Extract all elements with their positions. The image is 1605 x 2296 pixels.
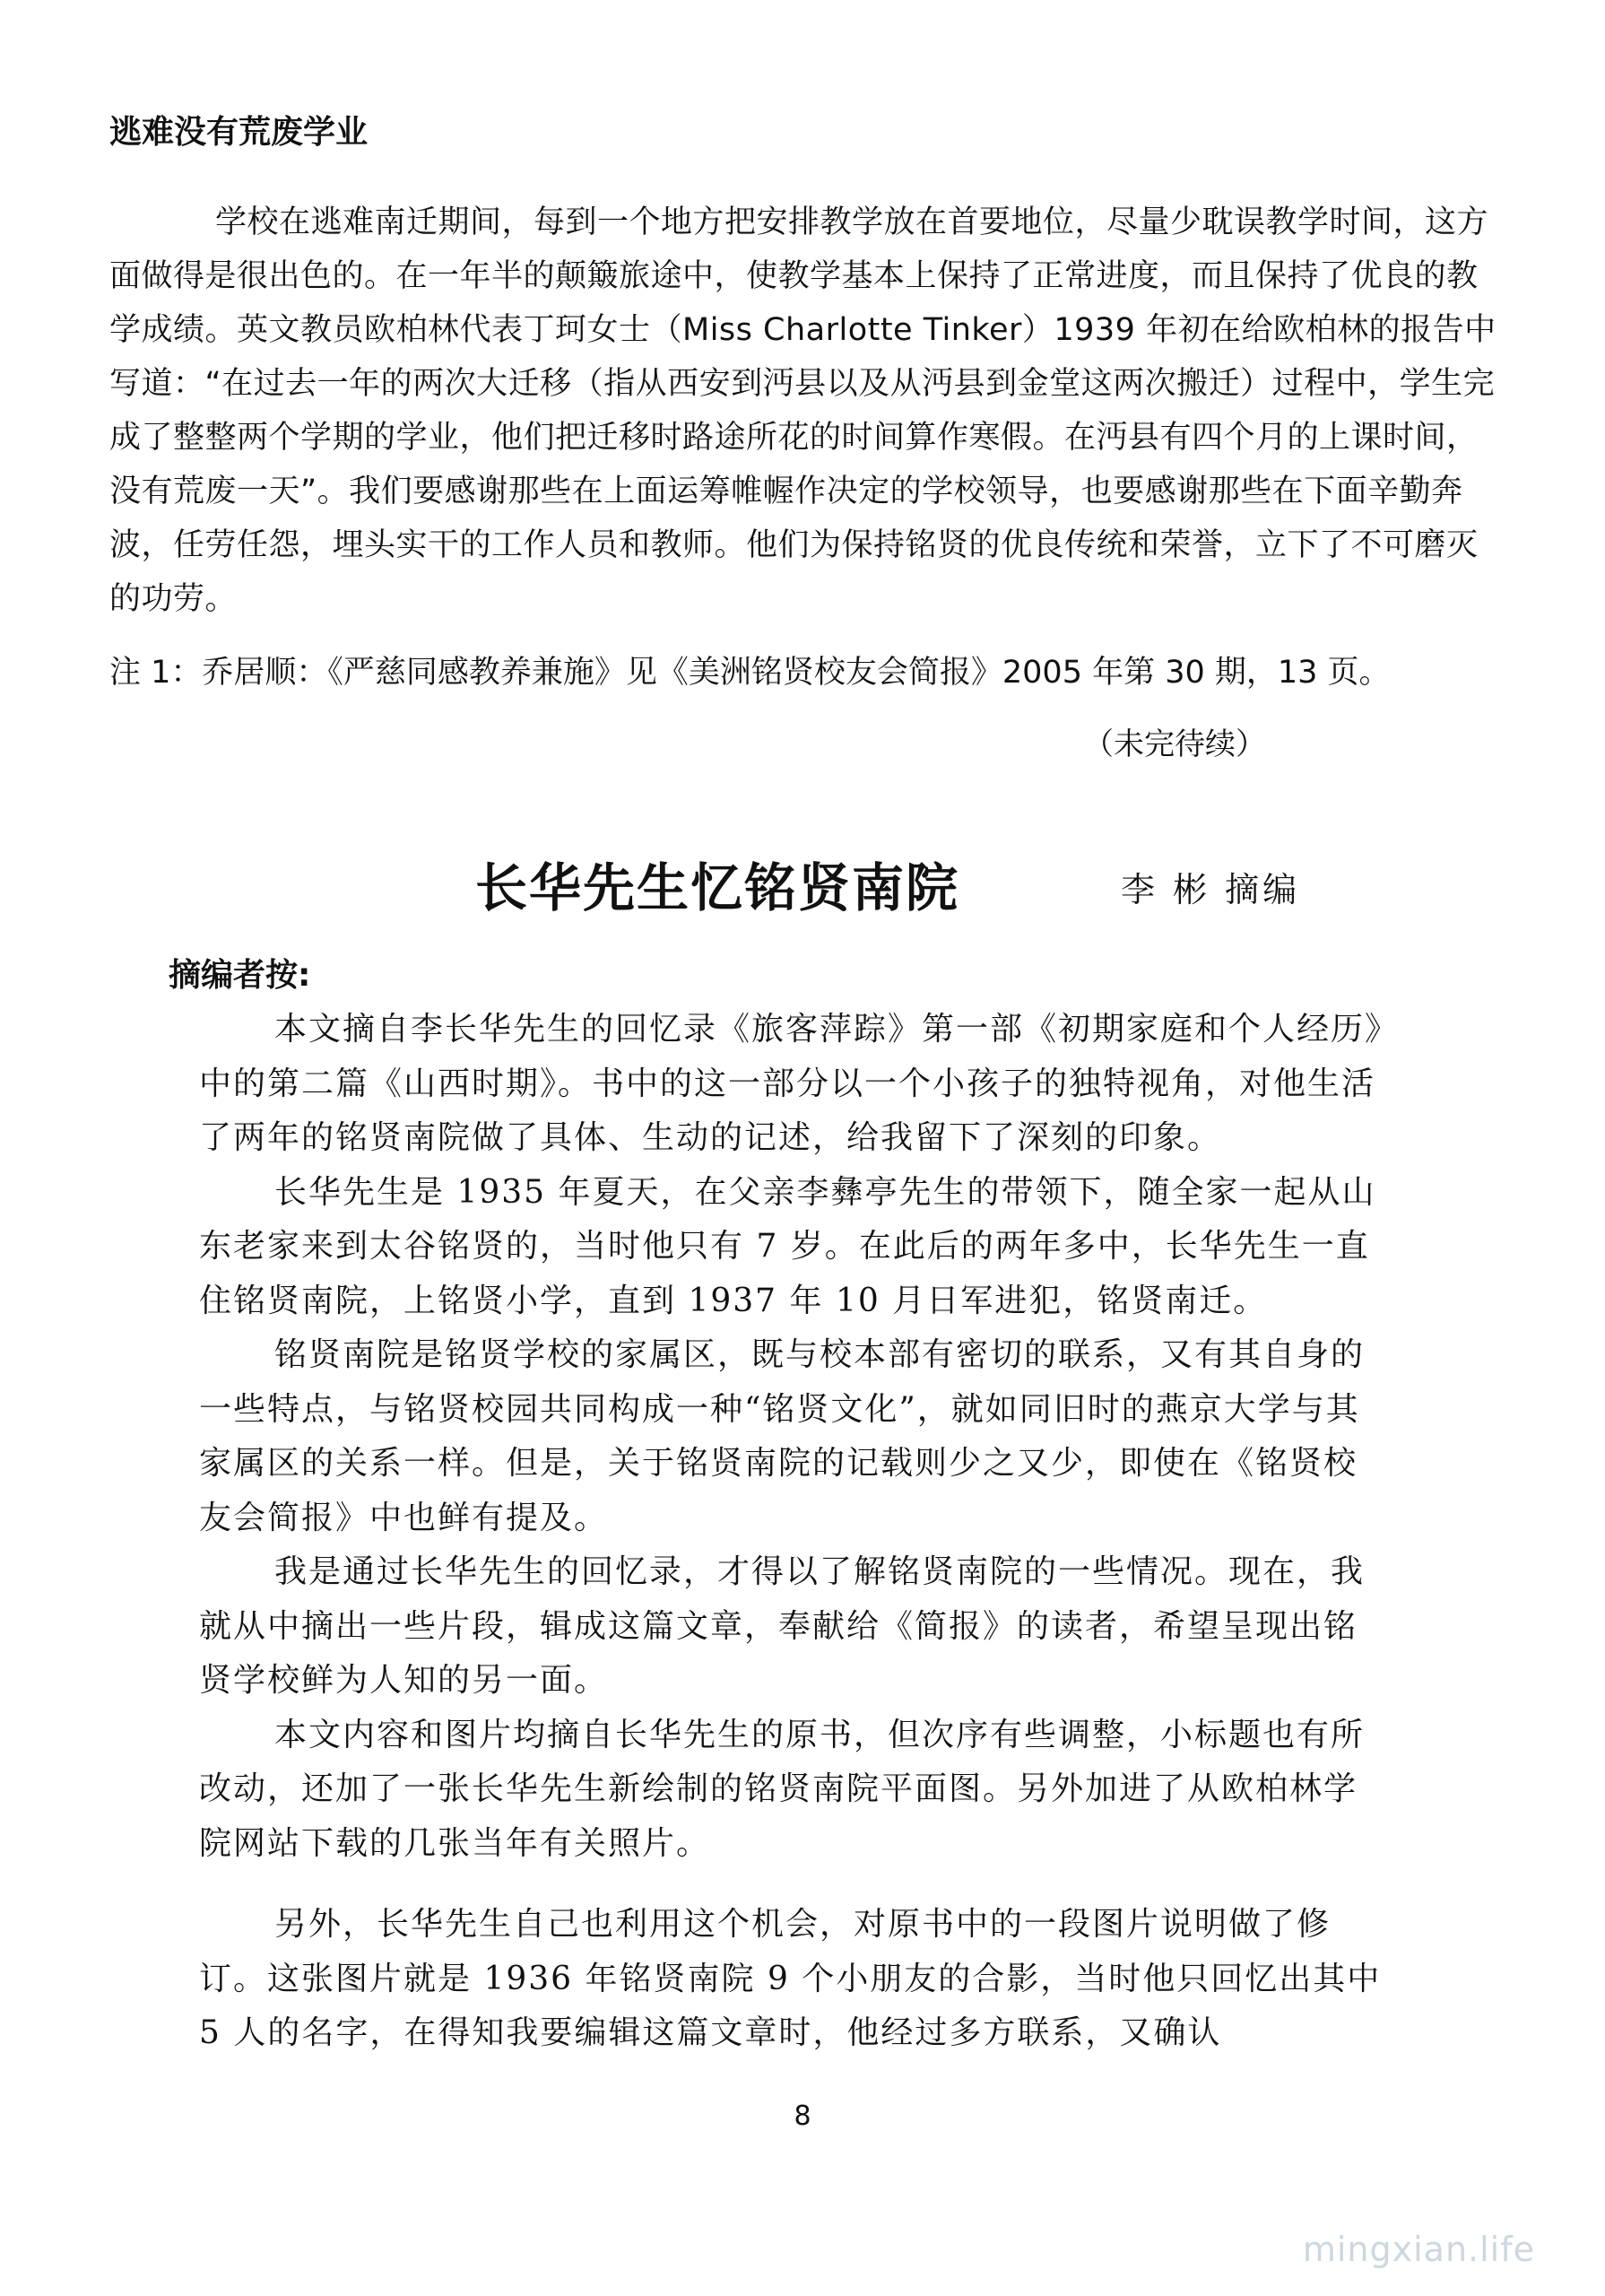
article-paragraph: 我是通过长华先生的回忆录，才得以了解铭贤南院的一些情况。现在，我就从中摘出一些片段，辑成这篇文章，奉献给《简报》的读者，希望呈现出铭贤学校鲜为人知的另一面。	[199, 1553, 1366, 1699]
editor-note-label: 摘编者按:	[169, 957, 311, 994]
article-paragraph: 本文内容和图片均摘自长华先生的原书，但次序有些调整，小标题也有所改动，还加了一张长华先生新绘制的铭贤南院平面图。另外加进了从欧柏林学院网站下载的几张当年有关照片。	[199, 1716, 1366, 1862]
site-watermark: mingxian.life	[1302, 2230, 1535, 2269]
article-paragraph: 另外，长华先生自己也利用这个机会，对原书中的一段图片说明做了修订。这张图片就是 1936 年铭贤南院 9 个小朋友的合影，当时他只回忆出其中 5 人的名字，在得知我要编辑这篇文章时，他经过多方联系，又确认	[199, 1906, 1382, 2051]
section-heading: 逃难没有荒废学业	[109, 114, 369, 151]
article-paragraph: 本文摘自李长华先生的回忆录《旅客萍踪》第一部《初期家庭和个人经历》中的第二篇《山西时期》。书中的这一部分以一个小孩子的独特视角，对他生活了两年的铭贤南院做了具体、生动的记述，给我留下了深刻的印象。	[199, 1011, 1384, 1156]
footnote: 注 1：乔居顺：《严慈同感教养兼施》见《美洲铭贤校友会简报》2005 年第 30 期，13 页。	[109, 655, 1391, 691]
to-be-continued: （未完待续）	[1083, 726, 1266, 762]
article-paragraph: 长华先生是 1935 年夏天，在父亲李彝亭先生的带领下，随全家一起从山东老家来到太谷铭贤的，当时他只有 7 岁。在此后的两年多中，长华先生一直住铭贤南院，上铭贤小学，直到 1937 年 10 月日军进犯，铭贤南迁。	[199, 1173, 1376, 1319]
article-title-row	[0, 852, 1605, 924]
page-number: 8	[794, 2100, 811, 2132]
article-body	[199, 1003, 1383, 2061]
article-paragraph: 铭贤南院是铭贤学校的家属区，既与校本部有密切的联系，又有其自身的一些特点，与铭贤校园共同构成一种“铭贤文化”，就如同旧时的燕京大学与其家属区的关系一样。但是，关于铭贤南院的记载则少之又少，即使在《铭贤校友会简报》中也鲜有提及。	[199, 1336, 1366, 1536]
article-author: 李 彬 摘编	[1121, 870, 1301, 909]
article-title: 长华先生忆铭贤南院	[475, 857, 960, 918]
section-escape-study	[109, 106, 1508, 771]
section-paragraph: 学校在逃难南迁期间，每到一个地方把安排教学放在首要地位，尽量少耽误教学时间，这方面做得是很出色的。在一年半的颠簸旅途中，使教学基本上保持了正常进度，而且保持了优良的教学成绩。英文教员欧柏林代表丁珂女士（Miss Charlotte Tinker）1939 年初在给欧柏林的报告中写道：“在过去一年的两次大迁移（指从西安到沔县以及从沔县到金堂这两次搬迁）过程中，学生完成了整整两个学期的学业，他们把迁移时路途所花的时间算作寒假。在沔县有四个月的上课时间，没有荒废一天”。我们要感谢那些在上面运筹帷幄作决定的学校领导，也要感谢那些在下面辛勤奔波，任劳任怨，埋头实干的工作人员和教师。他们为保持铭贤的优良传统和荣誉，立下了不可磨灭的功劳。	[109, 204, 1497, 617]
